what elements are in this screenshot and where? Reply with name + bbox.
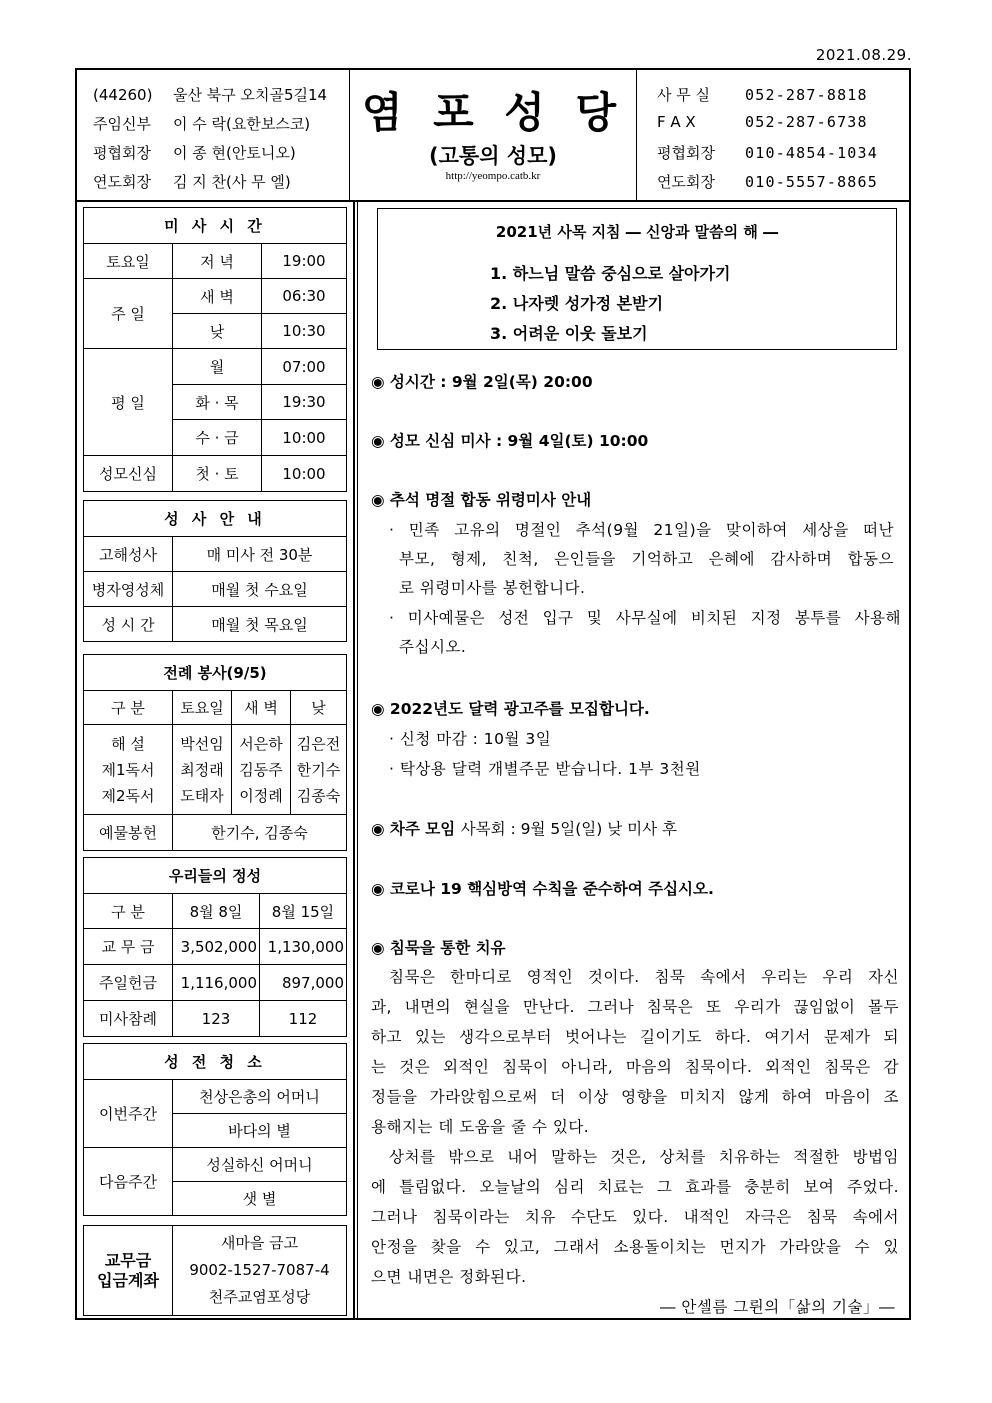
offerings-table: 우리들의 정성 구 분 8월 8일 8월 15일 교 무 금 3,502,000 1,130,000 주일헌금 1,116,000 897,000 미사참례 123 112 [83,857,347,1037]
essay-line: 그러나 침묵이라는 치유 수단도 있다. 내적인 자극은 침묵 속에서 [371,1208,899,1226]
sacrament-table: 성 사 안 내 고해성사 매 미사 전 30분 병자영성체 매월 첫 수요일 성 시 간 매월 첫 목요일 [83,500,347,642]
office-phone-row: 사 무 실 052-287-8818 [657,86,868,104]
notice-marian-mass: ◉ 성모 신심 미사 : 9월 4일(토) 10:00 [371,432,649,450]
notice-chuseok-heading: ◉ 추석 명절 합동 위령미사 안내 [371,491,592,509]
notice-holy-hour: ◉ 성시간 : 9월 2일(목) 20:00 [371,373,593,391]
pastoral-goal-item: 2. 나자렛 성가정 본받기 [490,294,664,313]
church-url[interactable]: http://yeompo.catb.kr [445,170,541,182]
essay-line: 용해지는 데 도움을 줄 수 있다. [371,1118,590,1136]
notice-text-line: 주십시오. [399,638,467,656]
notice-next-meeting: ◉ 차주 모임 사목회 : 9월 5일(일) 낮 미사 후 [371,820,677,838]
pastoral-goals-box [377,208,897,350]
address-row: (44260) 울산 북구 오치골5길14 [93,86,328,104]
account-label: 교무금 입금계좌 [84,1226,173,1316]
cleaning-table: 성 전 청 소 이번주간 천상은총의 어머니 바다의 별 다음주간 성실하신 어머니 샛 별 [83,1043,347,1216]
notice-silence-heading: ◉ 침묵을 통한 치유 [371,939,506,957]
essay-line: 상처를 밖으로 내어 말하는 것은, 상처를 치유하는 적절한 방법임 [389,1148,899,1166]
offerings-title: 우리들의 정성 [84,858,347,894]
memorial-phone-row: 연도회장 010-5557-8865 [657,173,878,191]
essay-line: 안정을 찾을 수 있고, 그래서 소용돌이치는 먼지가 가라앉을 수 있 [371,1238,899,1256]
pastoral-goal-item: 1. 하느님 말씀 중심으로 살아가기 [490,264,731,283]
notice-text-line: 부모, 형제, 친척, 은인들을 기억하고 은혜에 감사하며 합동으 [399,550,894,568]
notice-text-line: 로 위령미사를 봉헌합니다. [399,579,586,597]
liturgy-saturday: 박선임 최정래 도태자 [173,725,232,815]
liturgy-day: 김은전 한기수 김종숙 [291,725,347,815]
essay-line: 으면 내면은 정화된다. [371,1268,527,1286]
notice-covid: ◉ 코로나 19 핵심방역 수칙을 준수하여 주십시오. [371,880,714,898]
essay-line: 는 것은 외적인 침묵이 아니라, 마음의 침묵이다. 외적인 침묵은 감 [371,1058,899,1076]
issue-date: 2021.08.29. [815,46,912,64]
account-table [83,1225,347,1316]
church-name: 염 포 성 당 [361,88,625,137]
bulletin-frame [75,68,911,1320]
account-details: 새마을 금고 9002-1527-7087-4 천주교염포성당 [173,1226,347,1316]
column-divider-inner [357,200,358,1320]
notice-calendar-heading: ◉ 2022년도 달력 광고주를 모집합니다. [371,700,650,718]
cleaning-title: 성 전 청 소 [84,1044,347,1080]
notice-text-line: · 민족 고유의 명절인 추석(9월 21일)을 맞이하여 세상을 떠난 [389,521,894,539]
essay-line: 에 틀림없다. 오늘날의 심리 치료는 그 효과를 충분히 보여 주었다. [371,1178,899,1196]
essay-line: 정들을 가라앉힘으로써 더 이상 영향을 미치지 않게 하여 마음이 조 [371,1088,899,1106]
column-divider [353,200,355,1320]
essay-line: 과, 내면의 현실을 만난다. 그러나 침묵은 또 우리가 끊임없이 몰두 [371,998,899,1016]
header [77,70,909,202]
church-subtitle: (고통의 성모) [429,144,557,168]
header-left [77,70,350,200]
mass-times-title: 미 사 시 간 [84,208,347,244]
header-title [350,70,637,200]
liturgy-title: 전례 봉사(9/5) [84,655,347,691]
liturgy-dawn: 서은하 김동주 이정례 [232,725,291,815]
liturgy-service-table: 전례 봉사(9/5) 구 분 토요일 새 벽 낮 해 설 제1독서 제2독서 박선임 최정래 도태자 서은하 김동주 이정례 김은전 한기수 김종숙 예물봉헌 한기수, 김종숙 [83,654,347,851]
fax-row: F A X 052-287-6738 [657,113,868,131]
notice-text-line: · 신청 마감 : 10월 3일 [389,730,552,748]
header-contacts [637,70,909,200]
sacrament-title: 성 사 안 내 [84,501,347,537]
pastoral-goal-item: 3. 어려운 이웃 돌보기 [490,324,648,343]
pastor-row: 주임신부 이 수 락(요한보스코) [93,115,311,133]
mass-times-table: 미 사 시 간 토요일 저 녁 19:00 주 일 새 벽 06:30 낮 10:30 평 일 월 07:00 화 · 목 19:30 수 · 금 10:00 성모신심 첫 · 토 10:00 [83,207,347,492]
council-phone-row: 평협회장 010-4854-1034 [657,144,878,162]
pastoral-goals-title: 2021년 사목 지침 ― 신앙과 말씀의 해 ― [495,223,779,241]
essay-line: 하고 있는 생각으로부터 벗어나는 길이기도 하다. 여기서 문제가 되 [371,1028,899,1046]
memorial-president-row: 연도회장 김 지 찬(사 무 엘) [93,173,291,191]
essay-source: ― 안셀름 그륀의「삶의 기술」― [659,1298,895,1316]
notice-text-line: · 미사예물은 성전 입구 및 사무실에 비치된 지정 봉투를 사용해 [389,609,901,627]
notice-text-line: · 탁상용 달력 개별주문 받습니다. 1부 3천원 [389,760,701,778]
liturgy-roles: 해 설 제1독서 제2독서 [84,725,173,815]
essay-line: 침묵은 한마디로 영적인 것이다. 침묵 속에서 우리는 우리 자신 [389,968,899,986]
council-president-row: 평협회장 이 종 현(안토니오) [93,144,296,162]
